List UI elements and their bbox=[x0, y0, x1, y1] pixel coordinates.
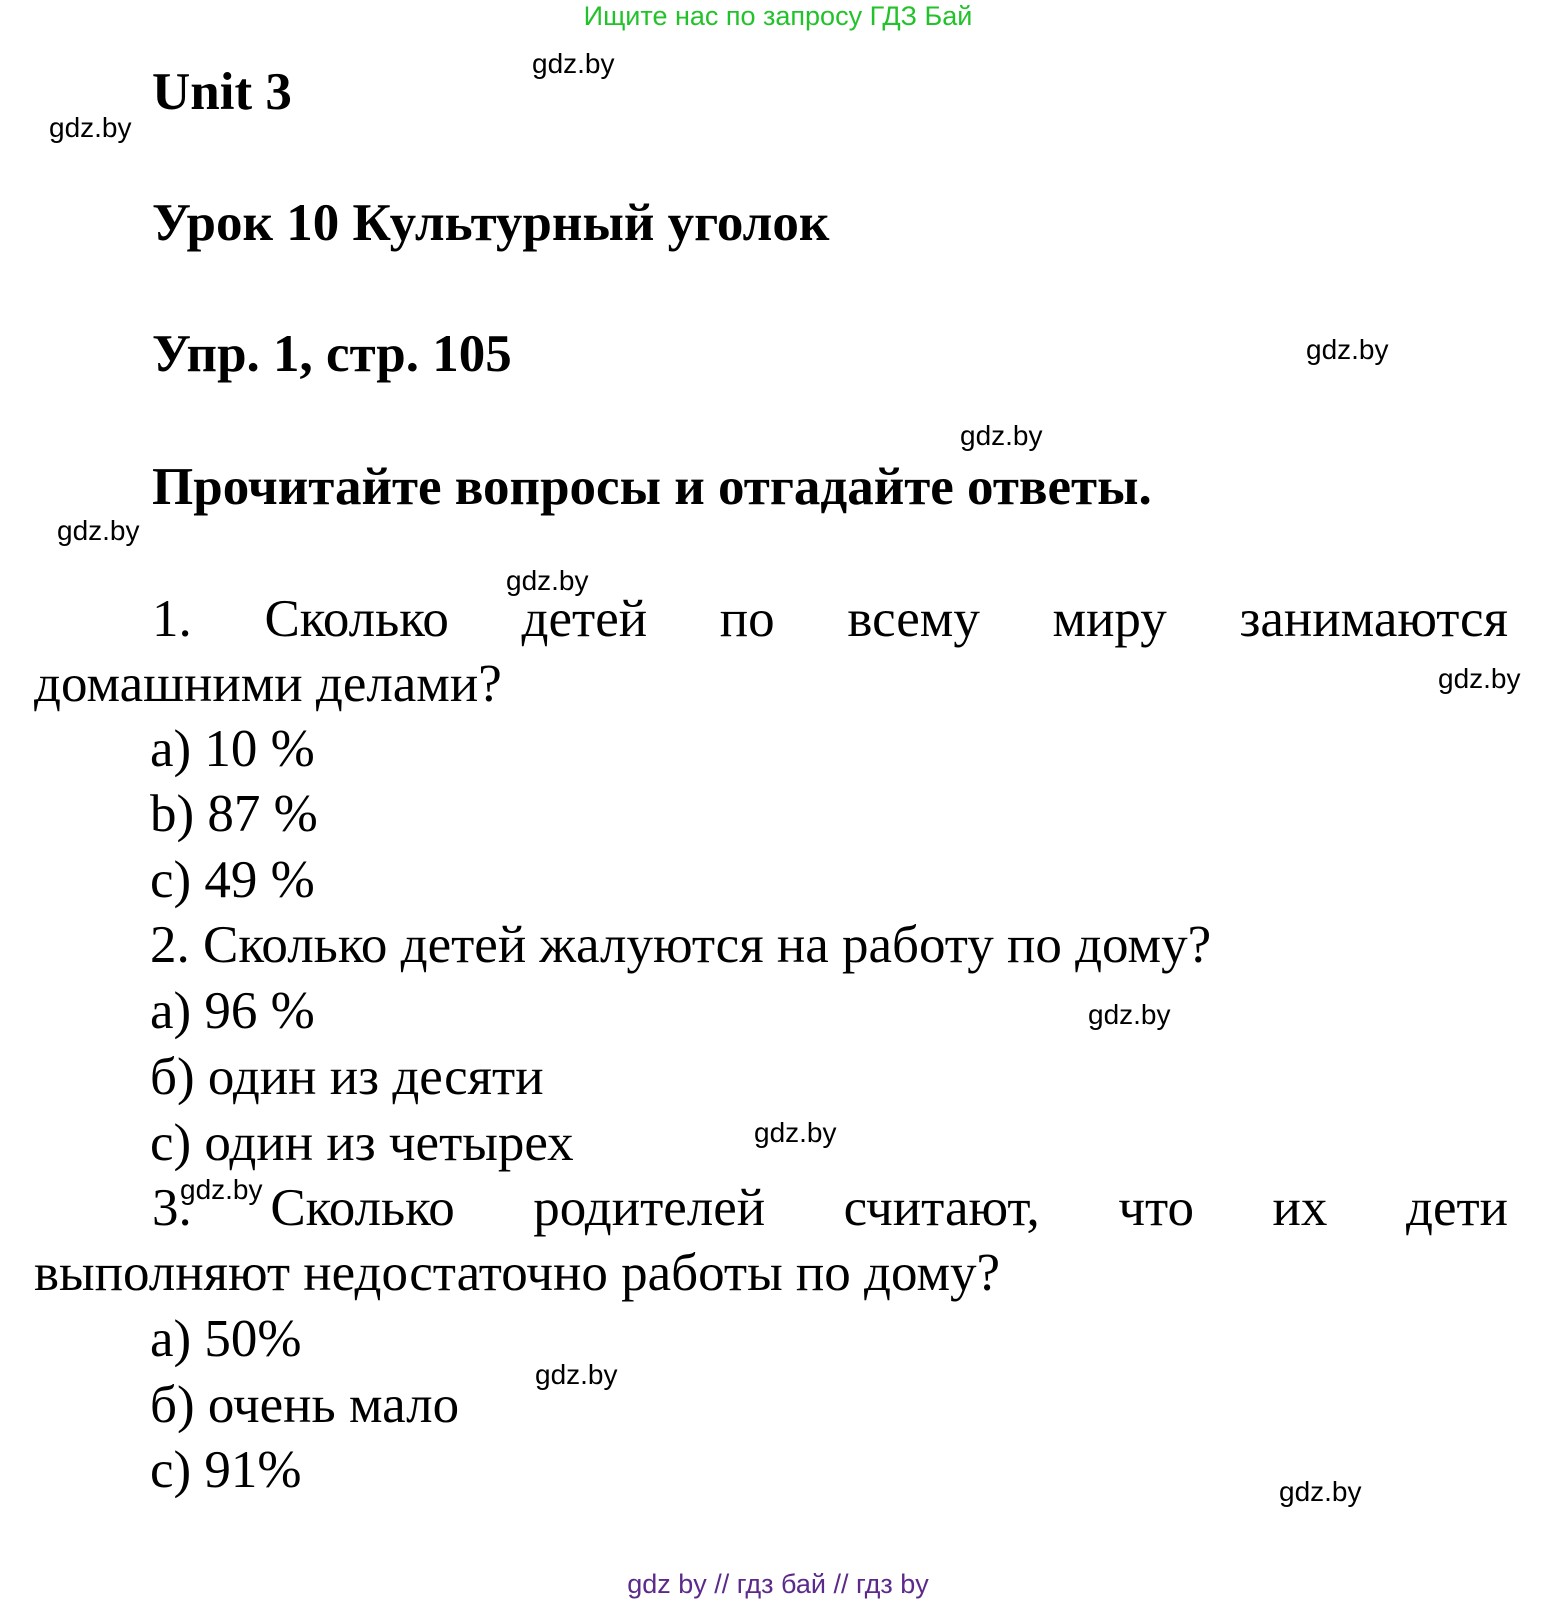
q3-word: 3. bbox=[152, 1179, 192, 1237]
watermark: gdz.by bbox=[180, 1174, 263, 1205]
watermark: gdz.by bbox=[1306, 334, 1389, 365]
question-3-line-1 bbox=[152, 1178, 1508, 1238]
exercise-title: Упр. 1, стр. 105 bbox=[152, 325, 512, 383]
q2-option-c: c) один из четырех bbox=[150, 1114, 574, 1172]
q1-word: детей bbox=[521, 590, 648, 648]
watermark: gdz.by bbox=[57, 515, 140, 546]
q2-option-a: а) 96 % bbox=[150, 982, 315, 1040]
q3-option-a: а) 50% bbox=[150, 1310, 302, 1368]
q3-word: родителей bbox=[533, 1179, 766, 1237]
unit-title: Unit 3 bbox=[152, 63, 292, 121]
question-3-line-2: выполняют недостаточно работы по дому? bbox=[34, 1244, 1001, 1302]
watermark: gdz.by bbox=[754, 1117, 837, 1148]
watermark: gdz.by bbox=[1279, 1476, 1362, 1507]
watermark: gdz.by bbox=[532, 48, 615, 79]
q3-word: считают, bbox=[843, 1179, 1040, 1237]
q1-word: Сколько bbox=[264, 590, 449, 648]
q3-option-c: с) 91% bbox=[150, 1441, 302, 1499]
watermark: gdz.by bbox=[535, 1359, 618, 1390]
top-banner: Ищите нас по запросу ГДЗ Бай bbox=[583, 1, 973, 31]
q3-word: Сколько bbox=[270, 1179, 455, 1237]
lesson-title: Урок 10 Культурный уголок bbox=[152, 194, 830, 252]
q1-word: миру bbox=[1052, 590, 1167, 648]
watermark: gdz.by bbox=[49, 112, 132, 143]
q1-word: 1. bbox=[152, 590, 192, 648]
q1-word: по bbox=[719, 590, 775, 648]
q1-option-b: b) 87 % bbox=[150, 785, 318, 843]
q3-word: что bbox=[1118, 1179, 1194, 1237]
instruction: Прочитайте вопросы и отгадайте ответы. bbox=[152, 458, 1152, 516]
watermark: gdz.by bbox=[1438, 663, 1521, 694]
q1-word: занимаются bbox=[1239, 590, 1508, 648]
q3-option-b: б) очень мало bbox=[150, 1376, 460, 1434]
q2-option-b: б) один из десяти bbox=[150, 1048, 544, 1106]
footer-links: gdz by // гдз бай // гдз by bbox=[627, 1569, 929, 1599]
q3-word: их bbox=[1272, 1179, 1328, 1237]
question-1-line-2: домашними делами? bbox=[34, 655, 502, 713]
watermark: gdz.by bbox=[960, 420, 1043, 451]
question-2: 2. Сколько детей жалуются на работу по дому? bbox=[150, 916, 1212, 974]
q1-option-a: а) 10 % bbox=[150, 720, 315, 778]
question-1-line-1 bbox=[152, 589, 1508, 649]
q1-word: всему bbox=[847, 590, 980, 648]
watermark: gdz.by bbox=[1088, 999, 1171, 1030]
watermark: gdz.by bbox=[506, 565, 589, 596]
q1-option-c: c) 49 % bbox=[150, 851, 315, 909]
q3-word: дети bbox=[1405, 1179, 1508, 1237]
